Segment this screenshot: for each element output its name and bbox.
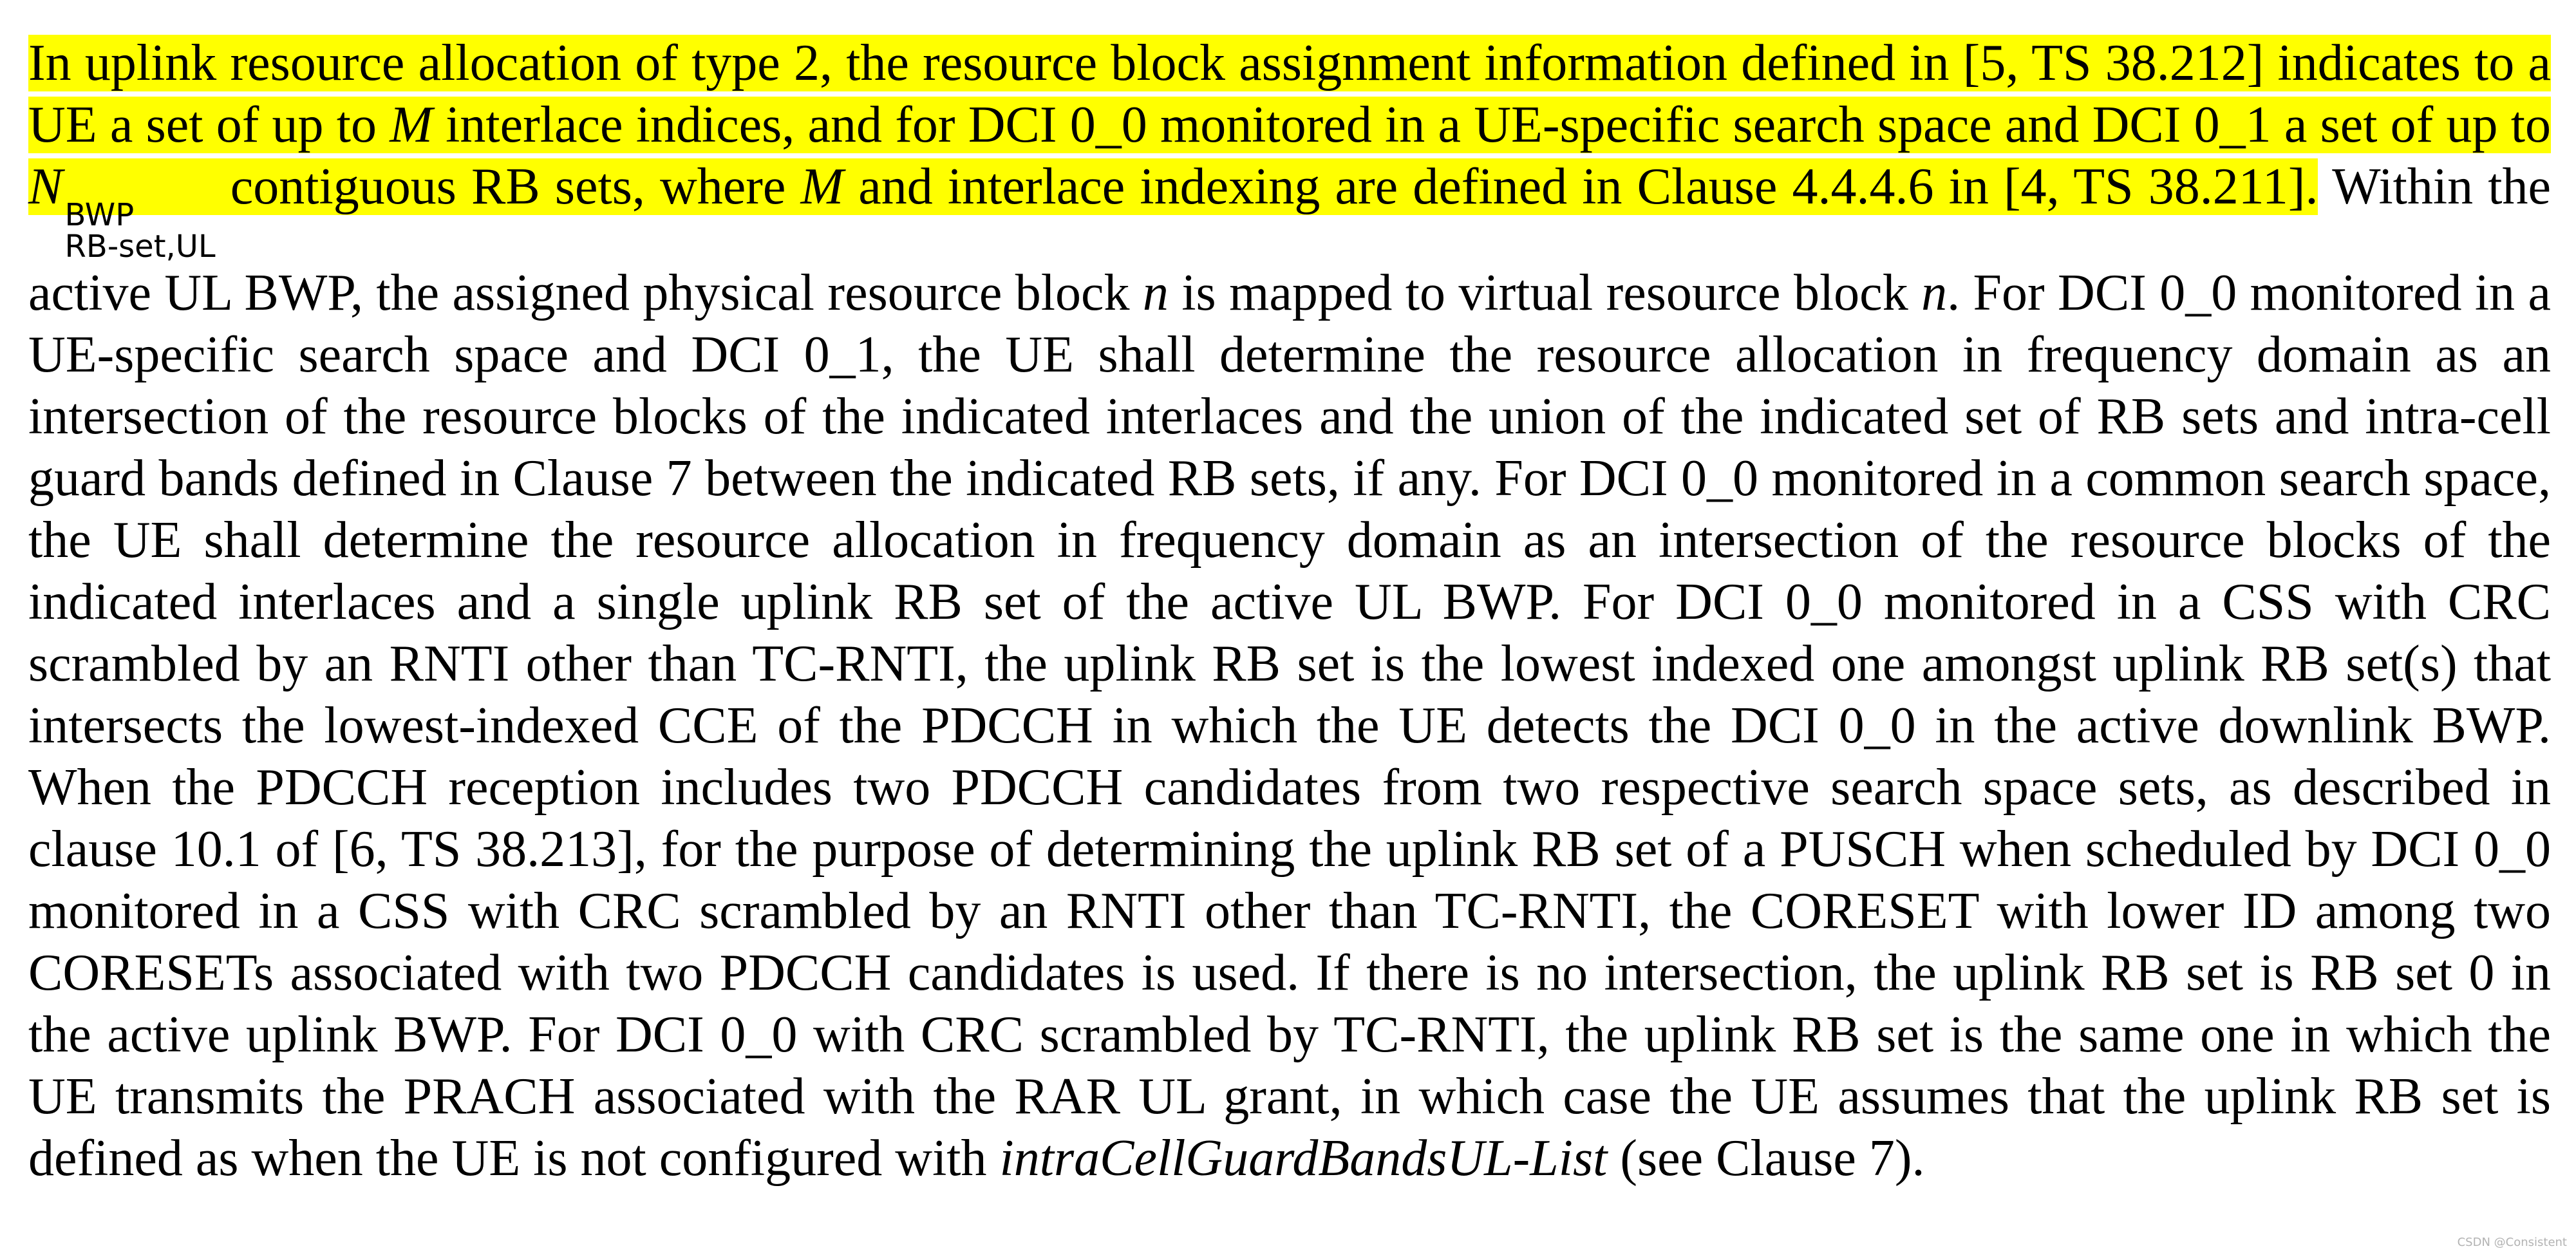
math-superscript: BWP bbox=[64, 196, 135, 233]
math-n-rbset-ul bbox=[28, 158, 216, 265]
text-run: and interlace indexing are defined in Clause 4.4.4.6 in [4, TS 38.211]. bbox=[843, 158, 2318, 215]
text-run: . For DCI 0_0 monitored in a UE-specific search space and DCI 0_1, the UE shall determine the resource allocation in frequency domain as an intersection of the resource blocks of the indicated interlaces and the union of the indicated set of RB sets and intra-cell guard bands defined in Clause 7 between the indicated RB sets, if any. For DCI 0_0 monitored in a common search space, the UE shall determine the resource allocation in frequency domain as an intersection of the resource blocks of the indicated interlaces and a single uplink RB set of the active UL BWP. For DCI 0_0 monitored in a CSS with CRC scrambled by an RNTI other than TC-RNTI, the uplink RB set is the lowest indexed one amongst uplink RB set(s) that intersects the lowest-indexed CCE of the PDCCH in which the UE detects the DCI 0_0 in the active downlink BWP. When the PDCCH reception includes two PDCCH candidates from two respective search space sets, as described in clause 10.1 of [6, TS 38.213], for the purpose of determining the uplink RB set of a PUSCH when scheduled by DCI 0_0 monitored in a CSS with CRC scrambled by an RNTI other than TC-RNTI, the CORESET with lower ID among two CORESETs associated with two PDCCH candidates is used. If there is no intersection, the uplink RB set is RB set 0 in the active uplink BWP. For DCI 0_0 with CRC scrambled by TC-RNTI, the uplink RB set is the same one in which the UE transmits the PRACH associated with the RAR UL grant, in which case the UE assumes that the uplink RB set is defined as when the UE is not configured with bbox=[28, 264, 2552, 1187]
text-run: (see Clause 7). bbox=[1607, 1129, 1925, 1187]
math-variable-m: M bbox=[390, 97, 433, 153]
parameter-name: intraCellGuardBandsUL-List bbox=[999, 1129, 1608, 1187]
text-run: interlace indices, and for DCI 0_0 monitored in a UE-specific search space and DCI 0_1 a set of up to bbox=[432, 97, 2551, 153]
math-variable-n: n bbox=[1142, 264, 1169, 321]
math-scripts bbox=[64, 196, 216, 265]
text-run: contiguous RB sets, where bbox=[215, 158, 801, 215]
math-variable-m: M bbox=[800, 158, 844, 215]
text-run: In uplink resource allocation of type 2, the resource block assignment information defined in [5, TS 38.212] indicates to a UE a set of up to bbox=[28, 35, 2551, 153]
math-variable-n: n bbox=[1921, 264, 1948, 321]
text-run: is mapped to virtual resource block bbox=[1168, 264, 1922, 321]
math-base: N bbox=[28, 158, 63, 215]
spec-paragraph bbox=[28, 32, 2551, 1189]
watermark: CSDN @Consistent bbox=[2457, 1236, 2567, 1249]
text-run: Within the active UL BWP, the assigned physical resource block bbox=[28, 158, 2551, 321]
math-subscript: RB-set,UL bbox=[64, 228, 216, 265]
